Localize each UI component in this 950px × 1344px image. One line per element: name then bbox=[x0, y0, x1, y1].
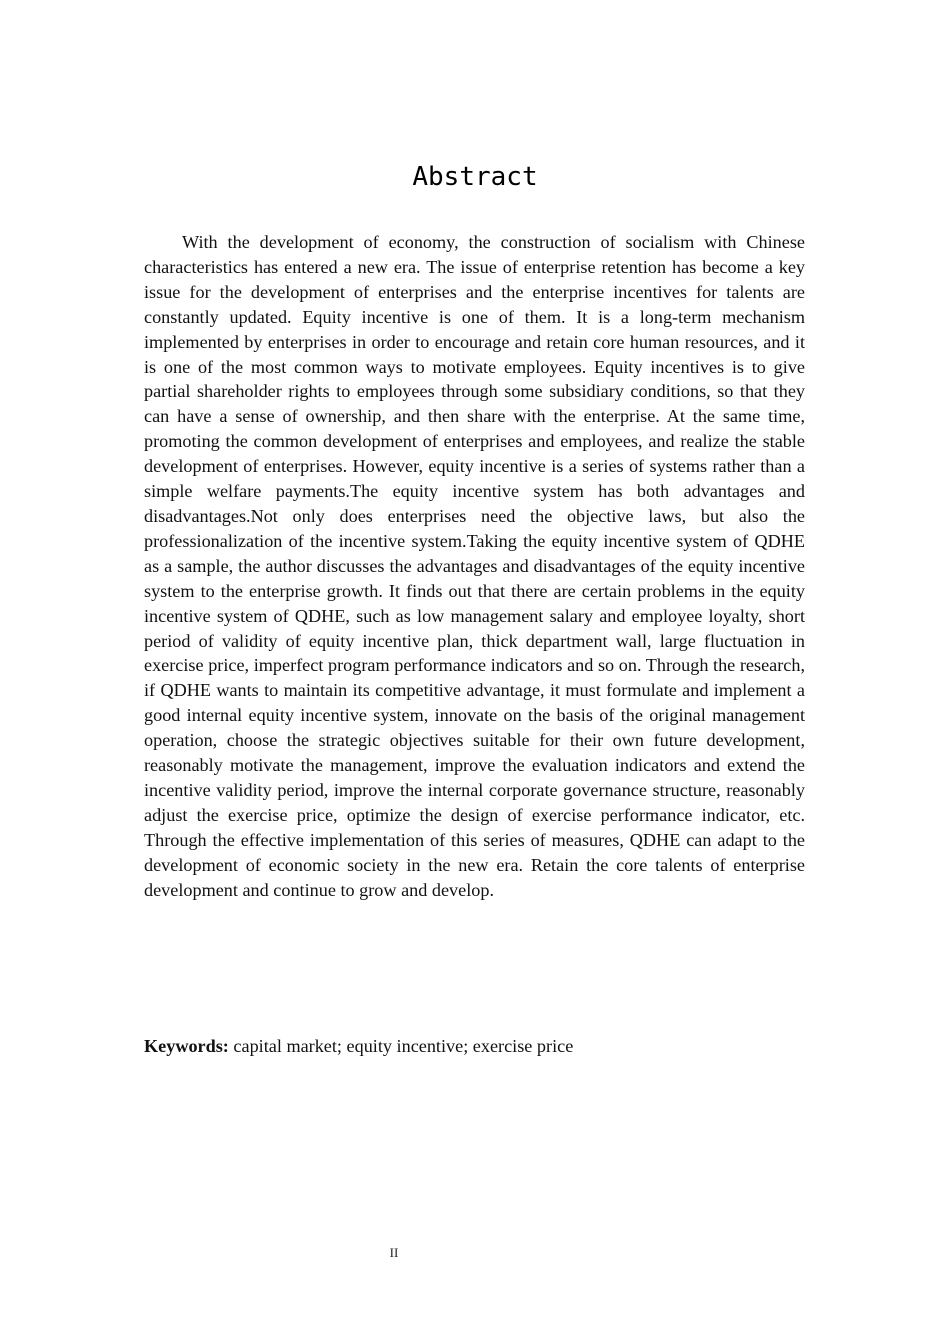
abstract-body: With the development of economy, the construction of socialism with Chinese characteristics has entered a new era. The issue of enterprise retention has become a key issue for the development of enterprises and the enterprise incentives for talents are constantly updated. Equity incentive is one of them. It is a long-term mechanism implemented by enterprises in order to encourage and retain core human resources, and it is one of the most common ways to motivate employees. Equity incentives is to give partial shareholder rights to employees through some subsidiary conditions, so that they can have a sense of ownership, and then share with the enterprise. At the same time, promoting the common development of enterprises and employees, and realize the stable development of enterprises. However, equity incentive is a series of systems rather than a simple welfare payments.The equity incentive system has both advantages and disadvantages.Not only does enterprises need the objective laws, but also the professionalization of the incentive system.Taking the equity incentive system of QDHE as a sample, the author discusses the advantages and disadvantages of the equity incentive system to the enterprise growth. It finds out that there are certain problems in the equity incentive system of QDHE, such as low management salary and employee loyalty, short period of validity of equity incentive plan, thick department wall, large fluctuation in exercise price, imperfect program performance indicators and so on. Through the research, if QDHE wants to maintain its competitive advantage, it must formulate and implement a good internal equity incentive system, innovate on the basis of the original management operation, choose the strategic objectives suitable for their own future development, reasonably motivate the management, improve the evaluation indicators and extend the incentive validity period, improve the internal corporate governance structure, reasonably adjust the exercise price, optimize the design of exercise performance indicator, etc. Through the effective implementation of this series of measures, QDHE can adapt to the development of economic society in the new era. Retain the core talents of enterprise development and continue to grow and develop. bbox=[144, 232, 805, 900]
page-number: II bbox=[389, 1245, 399, 1260]
keywords-value: capital market; equity incentive; exercise price bbox=[228, 1036, 574, 1056]
abstract-title: Abstract bbox=[412, 162, 538, 192]
keywords-label: Keywords: bbox=[144, 1036, 229, 1056]
keywords-line bbox=[144, 1034, 805, 1058]
